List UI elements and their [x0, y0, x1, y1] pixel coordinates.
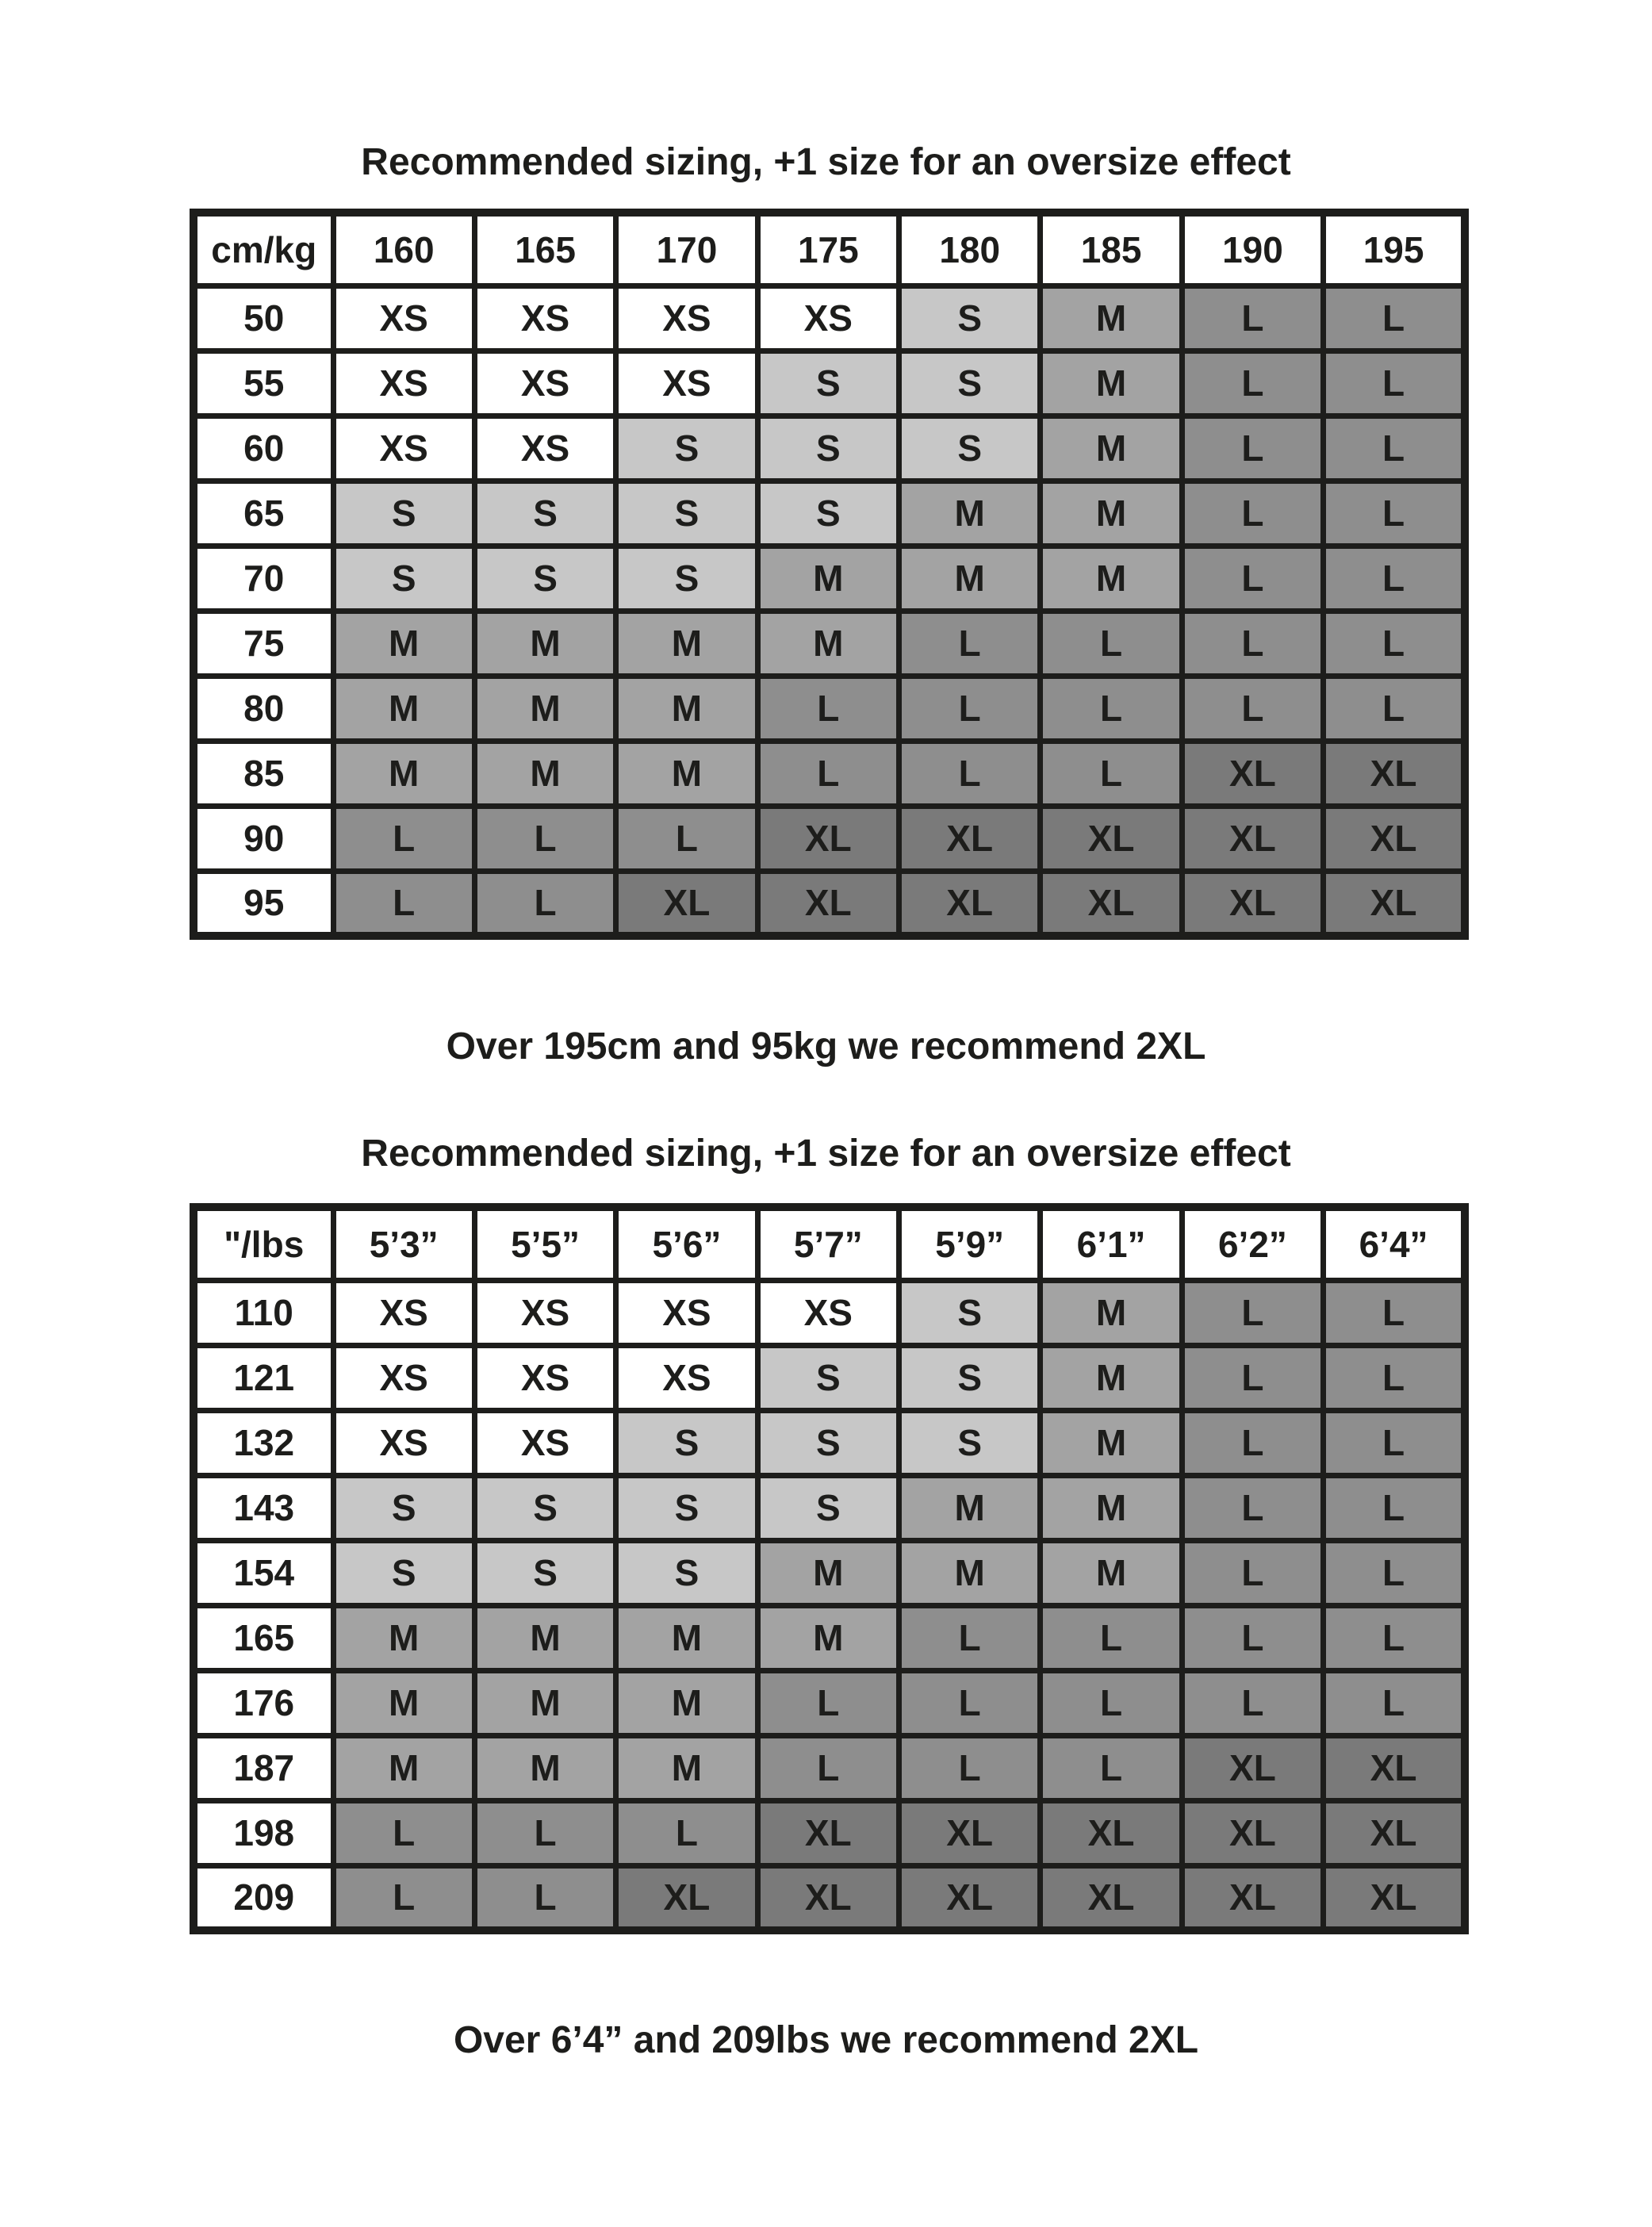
- size-cell: XL: [1324, 806, 1465, 871]
- row-label: 75: [194, 611, 333, 676]
- size-cell: XS: [474, 351, 615, 416]
- size-cell: L: [1041, 676, 1182, 741]
- size-cell: L: [1324, 1540, 1465, 1605]
- row-label: 187: [194, 1735, 333, 1800]
- size-cell: XL: [1324, 1865, 1465, 1930]
- table-row: [194, 1540, 1465, 1605]
- size-cell: L: [333, 871, 474, 936]
- size-cell: L: [1324, 351, 1465, 416]
- row-label: 176: [194, 1670, 333, 1735]
- row-label: 80: [194, 676, 333, 741]
- size-cell: L: [333, 806, 474, 871]
- column-header: 190: [1182, 213, 1323, 286]
- size-cell: M: [474, 676, 615, 741]
- column-header: 165: [474, 213, 615, 286]
- size-cell: S: [474, 546, 615, 611]
- size-cell: L: [899, 1735, 1041, 1800]
- row-label: 55: [194, 351, 333, 416]
- size-cell: XL: [1182, 741, 1323, 806]
- size-cell: M: [333, 1735, 474, 1800]
- size-cell: XL: [1182, 1735, 1323, 1800]
- size-cell: L: [1324, 481, 1465, 546]
- size-cell: XL: [616, 1865, 757, 1930]
- size-cell: L: [1182, 611, 1323, 676]
- size-cell: S: [757, 481, 899, 546]
- size-cell: M: [1041, 351, 1182, 416]
- size-cell: M: [474, 1735, 615, 1800]
- size-cell: L: [1182, 1345, 1323, 1410]
- size-cell: XS: [333, 416, 474, 481]
- size-cell: L: [1324, 611, 1465, 676]
- size-cell: L: [899, 611, 1041, 676]
- row-label: 90: [194, 806, 333, 871]
- size-cell: M: [616, 741, 757, 806]
- size-cell: XL: [1182, 1865, 1323, 1930]
- header-row: [194, 213, 1465, 286]
- size-cell: S: [899, 1280, 1041, 1345]
- size-cell: XS: [757, 286, 899, 351]
- size-cell: L: [1182, 1410, 1323, 1475]
- size-cell: M: [899, 546, 1041, 611]
- size-cell: XL: [1182, 1800, 1323, 1865]
- table-row: [194, 546, 1465, 611]
- size-cell: M: [474, 1605, 615, 1670]
- row-label: 65: [194, 481, 333, 546]
- size-cell: L: [1324, 416, 1465, 481]
- size-cell: M: [757, 1605, 899, 1670]
- size-cell: L: [474, 1865, 615, 1930]
- size-cell: XL: [899, 1865, 1041, 1930]
- size-cell: L: [757, 1670, 899, 1735]
- size-cell: L: [1182, 1540, 1323, 1605]
- size-cell: S: [616, 546, 757, 611]
- size-cell: XS: [474, 286, 615, 351]
- sizing-table-metric: [190, 209, 1469, 940]
- size-cell: L: [1324, 1410, 1465, 1475]
- size-cell: S: [474, 1540, 615, 1605]
- row-label: 110: [194, 1280, 333, 1345]
- size-cell: L: [1324, 676, 1465, 741]
- table-row: [194, 741, 1465, 806]
- column-header: 6’4”: [1324, 1207, 1465, 1280]
- size-cell: L: [1324, 1280, 1465, 1345]
- size-cell: M: [1041, 1345, 1182, 1410]
- size-cell: M: [899, 481, 1041, 546]
- size-cell: M: [1041, 1540, 1182, 1605]
- size-cell: XL: [899, 871, 1041, 936]
- row-label: 165: [194, 1605, 333, 1670]
- size-cell: S: [333, 1475, 474, 1540]
- size-cell: S: [333, 1540, 474, 1605]
- size-cell: S: [616, 1410, 757, 1475]
- size-cell: L: [333, 1800, 474, 1865]
- size-cell: XS: [616, 351, 757, 416]
- size-cell: L: [1182, 286, 1323, 351]
- size-cell: XL: [1041, 1800, 1182, 1865]
- size-cell: XL: [899, 1800, 1041, 1865]
- size-cell: L: [1041, 741, 1182, 806]
- size-cell: XL: [1182, 806, 1323, 871]
- column-header: 6’2”: [1182, 1207, 1323, 1280]
- size-cell: XL: [899, 806, 1041, 871]
- size-cell: L: [757, 676, 899, 741]
- size-cell: L: [1041, 611, 1182, 676]
- size-cell: S: [899, 351, 1041, 416]
- size-cell: L: [899, 1605, 1041, 1670]
- column-header: 180: [899, 213, 1041, 286]
- size-cell: L: [899, 676, 1041, 741]
- table-title-imperial: Recommended sizing, +1 size for an oversize effect: [361, 1133, 1291, 1175]
- size-cell: M: [1041, 286, 1182, 351]
- size-cell: M: [474, 1670, 615, 1735]
- size-cell: M: [1041, 1410, 1182, 1475]
- size-cell: M: [616, 1605, 757, 1670]
- size-cell: XL: [1324, 1735, 1465, 1800]
- size-cell: M: [1041, 1280, 1182, 1345]
- row-label: 198: [194, 1800, 333, 1865]
- size-cell: S: [616, 1540, 757, 1605]
- size-cell: S: [474, 1475, 615, 1540]
- size-cell: XL: [1041, 1865, 1182, 1930]
- column-header: 5’7”: [757, 1207, 899, 1280]
- size-cell: XL: [757, 1800, 899, 1865]
- table-row: [194, 1410, 1465, 1475]
- size-cell: S: [474, 481, 615, 546]
- size-cell: XS: [333, 1410, 474, 1475]
- size-cell: L: [1324, 286, 1465, 351]
- table-row: [194, 1670, 1465, 1735]
- column-header: 160: [333, 213, 474, 286]
- size-cell: M: [333, 611, 474, 676]
- table-row: [194, 1605, 1465, 1670]
- size-cell: XS: [333, 286, 474, 351]
- size-cell: L: [1324, 1605, 1465, 1670]
- size-cell: L: [474, 1800, 615, 1865]
- size-cell: L: [757, 741, 899, 806]
- size-cell: S: [616, 1475, 757, 1540]
- size-cell: L: [1182, 1605, 1323, 1670]
- footnote-metric: Over 195cm and 95kg we recommend 2XL: [446, 1025, 1206, 1068]
- size-cell: L: [1324, 546, 1465, 611]
- table-row: [194, 1280, 1465, 1345]
- size-cell: L: [1324, 1475, 1465, 1540]
- size-cell: M: [1041, 481, 1182, 546]
- column-header: 5’9”: [899, 1207, 1041, 1280]
- size-cell: M: [616, 1735, 757, 1800]
- size-cell: S: [616, 481, 757, 546]
- size-cell: XS: [333, 351, 474, 416]
- size-cell: M: [616, 676, 757, 741]
- size-cell: M: [757, 546, 899, 611]
- size-cell: L: [757, 1735, 899, 1800]
- footnote-imperial: Over 6’4” and 209lbs we recommend 2XL: [453, 2019, 1199, 2061]
- size-cell: S: [899, 416, 1041, 481]
- row-label: 70: [194, 546, 333, 611]
- sizing-table-imperial: [190, 1203, 1469, 1934]
- size-cell: XL: [1324, 741, 1465, 806]
- size-cell: M: [333, 741, 474, 806]
- size-cell: S: [333, 481, 474, 546]
- row-label: 132: [194, 1410, 333, 1475]
- size-cell: S: [757, 1410, 899, 1475]
- table-row: [194, 351, 1465, 416]
- table-row: [194, 871, 1465, 936]
- size-cell: XS: [616, 1345, 757, 1410]
- size-cell: M: [616, 611, 757, 676]
- table-row: [194, 1345, 1465, 1410]
- table-row: [194, 1475, 1465, 1540]
- row-label: 95: [194, 871, 333, 936]
- size-cell: M: [899, 1475, 1041, 1540]
- table-row: [194, 481, 1465, 546]
- size-cell: S: [757, 1475, 899, 1540]
- size-cell: M: [616, 1670, 757, 1735]
- row-label: 60: [194, 416, 333, 481]
- size-cell: L: [474, 871, 615, 936]
- size-cell: S: [333, 546, 474, 611]
- size-cell: M: [1041, 546, 1182, 611]
- corner-unit-label: cm/kg: [194, 213, 333, 286]
- size-cell: L: [1182, 416, 1323, 481]
- row-label: 209: [194, 1865, 333, 1930]
- size-cell: XS: [474, 1280, 615, 1345]
- table-row: [194, 806, 1465, 871]
- size-cell: S: [616, 416, 757, 481]
- size-cell: XL: [1182, 871, 1323, 936]
- table-row: [194, 286, 1465, 351]
- table-row: [194, 1865, 1465, 1930]
- size-cell: L: [1324, 1670, 1465, 1735]
- size-cell: XL: [757, 871, 899, 936]
- size-cell: XS: [616, 1280, 757, 1345]
- size-cell: S: [899, 1410, 1041, 1475]
- size-cell: M: [899, 1540, 1041, 1605]
- column-header: 5’6”: [616, 1207, 757, 1280]
- size-cell: L: [333, 1865, 474, 1930]
- size-cell: L: [474, 806, 615, 871]
- size-cell: XL: [1041, 806, 1182, 871]
- size-cell: XS: [616, 286, 757, 351]
- table-row: [194, 611, 1465, 676]
- column-header: 6’1”: [1041, 1207, 1182, 1280]
- size-cell: M: [757, 611, 899, 676]
- size-cell: S: [899, 1345, 1041, 1410]
- size-cell: L: [899, 741, 1041, 806]
- size-cell: XL: [1041, 871, 1182, 936]
- size-cell: XS: [757, 1280, 899, 1345]
- size-cell: XL: [757, 1865, 899, 1930]
- size-cell: L: [1041, 1670, 1182, 1735]
- size-cell: L: [1182, 546, 1323, 611]
- size-cell: S: [757, 1345, 899, 1410]
- table-row: [194, 416, 1465, 481]
- size-cell: XL: [757, 806, 899, 871]
- column-header: 5’5”: [474, 1207, 615, 1280]
- column-header: 170: [616, 213, 757, 286]
- size-cell: L: [1182, 676, 1323, 741]
- size-cell: M: [1041, 416, 1182, 481]
- row-label: 50: [194, 286, 333, 351]
- table-row: [194, 1800, 1465, 1865]
- size-cell: L: [616, 806, 757, 871]
- row-label: 121: [194, 1345, 333, 1410]
- size-cell: M: [1041, 1475, 1182, 1540]
- size-cell: L: [616, 1800, 757, 1865]
- size-cell: S: [757, 351, 899, 416]
- size-cell: XS: [333, 1345, 474, 1410]
- column-header: 195: [1324, 213, 1465, 286]
- size-cell: S: [757, 416, 899, 481]
- size-cell: XS: [333, 1280, 474, 1345]
- size-cell: XL: [616, 871, 757, 936]
- header-row: [194, 1207, 1465, 1280]
- size-cell: XL: [1324, 1800, 1465, 1865]
- size-cell: M: [757, 1540, 899, 1605]
- size-cell: L: [1182, 1475, 1323, 1540]
- corner-unit-label: "/lbs: [194, 1207, 333, 1280]
- size-cell: L: [1182, 1670, 1323, 1735]
- size-cell: XS: [474, 1345, 615, 1410]
- table-row: [194, 1735, 1465, 1800]
- row-label: 85: [194, 741, 333, 806]
- size-cell: XS: [474, 416, 615, 481]
- row-label: 154: [194, 1540, 333, 1605]
- column-header: 175: [757, 213, 899, 286]
- size-cell: S: [899, 286, 1041, 351]
- size-cell: L: [1041, 1605, 1182, 1670]
- size-cell: L: [1182, 351, 1323, 416]
- table-row: [194, 676, 1465, 741]
- size-cell: M: [474, 611, 615, 676]
- size-cell: L: [1324, 1345, 1465, 1410]
- size-cell: M: [333, 1670, 474, 1735]
- size-cell: M: [474, 741, 615, 806]
- size-cell: XL: [1324, 871, 1465, 936]
- size-cell: XS: [474, 1410, 615, 1475]
- row-label: 143: [194, 1475, 333, 1540]
- column-header: 5’3”: [333, 1207, 474, 1280]
- size-cell: M: [333, 676, 474, 741]
- size-cell: L: [1182, 481, 1323, 546]
- column-header: 185: [1041, 213, 1182, 286]
- size-cell: L: [899, 1670, 1041, 1735]
- table-title-metric: Recommended sizing, +1 size for an oversize effect: [361, 141, 1291, 183]
- size-cell: L: [1041, 1735, 1182, 1800]
- size-cell: M: [333, 1605, 474, 1670]
- size-cell: L: [1182, 1280, 1323, 1345]
